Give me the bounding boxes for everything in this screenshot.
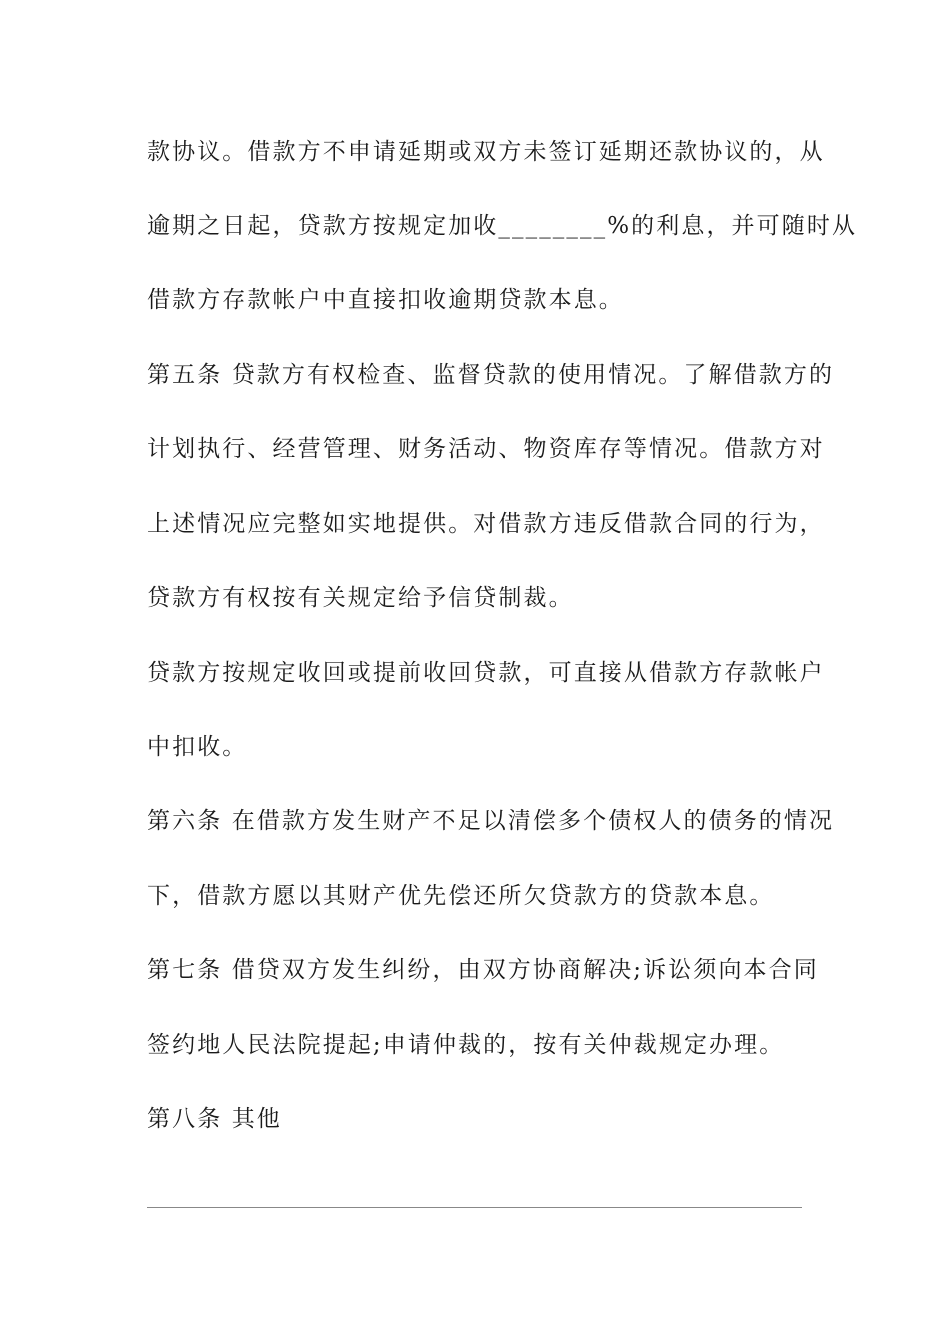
article-7-heading-line: 第七条 借贷双方发生纠纷，由双方协商解决;诉讼须向本合同: [147, 957, 819, 983]
text-line: 贷款方按规定收回或提前收回贷款，可直接从借款方存款帐户: [147, 660, 825, 686]
footer-divider: [147, 1207, 802, 1208]
text-line: 中扣收。: [147, 734, 248, 760]
text-line: 逾期之日起，贷款方按规定加收________%的利息，并可随时从: [147, 213, 858, 239]
text-line: 借款方存款帐户中直接扣收逾期贷款本息。: [147, 287, 624, 313]
article-8-heading-line: 第八条 其他: [147, 1106, 282, 1132]
text-line: 款协议。借款方不申请延期或双方未签订延期还款协议的，从: [147, 139, 825, 165]
article-6-heading-line: 第六条 在借款方发生财产不足以清偿多个债权人的债务的情况: [147, 808, 835, 834]
text-line: 上述情况应完整如实地提供。对借款方违反借款合同的行为，: [147, 511, 825, 537]
text-line: 下，借款方愿以其财产优先偿还所欠贷款方的贷款本息。: [147, 883, 775, 909]
text-line: 计划执行、经营管理、财务活动、物资库存等情况。借款方对: [147, 436, 825, 462]
article-5-heading-line: 第五条 贷款方有权检查、监督贷款的使用情况。了解借款方的: [147, 362, 835, 388]
text-line: 签约地人民法院提起;申请仲裁的，按有关仲裁规定办理。: [147, 1032, 785, 1058]
text-line: 贷款方有权按有关规定给予信贷制裁。: [147, 585, 574, 611]
